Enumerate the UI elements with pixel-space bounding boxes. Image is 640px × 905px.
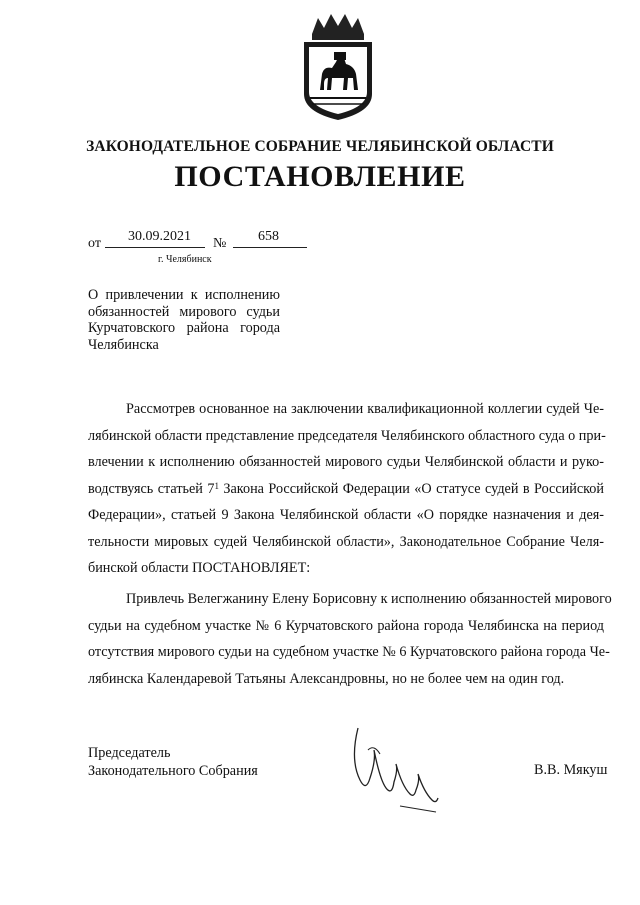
subject-line: Челябинска (88, 336, 159, 353)
organization-title: ЗАКОНОДАТЕЛЬНОЕ СОБРАНИЕ ЧЕЛЯБИНСКОЙ ОБЛАСТИ (86, 138, 554, 155)
paragraph-line: Федерации», статьей 9 Закона Челябинской области «О порядке назначения и дея- (88, 507, 604, 523)
number-underline (233, 247, 307, 248)
city-label: г. Челябинск (158, 254, 212, 265)
date-label: от (88, 236, 101, 251)
subject-line: О привлечении к исполнению (88, 287, 280, 303)
paragraph-line: бинской области ПОСТАНОВЛЯЕТ: (88, 560, 311, 576)
number-label: № (213, 236, 227, 251)
handwritten-signature (340, 720, 450, 820)
paragraph-line (88, 476, 604, 503)
document-subject (88, 287, 280, 353)
subject-line: Курчатовского района города (88, 320, 280, 336)
signatory-name: В.В. Мякуш (534, 762, 608, 778)
superscript: 1 (214, 480, 219, 491)
document-type-heading: ПОСТАНОВЛЕНИЕ (174, 160, 466, 193)
document-date: 30.09.2021 (128, 229, 191, 244)
paragraph-line: лябинской области представление председателя Челябинского областного суда о при- (88, 427, 606, 444)
paragraph-line: судьи на судебном участке № 6 Курчатовского района города Челябинска на период (88, 617, 604, 634)
subject-line: обязанностей мирового судьи (88, 303, 280, 320)
paragraph-line: влечении к исполнению обязанностей мирового судьи Челябинской области и руко- (88, 454, 604, 470)
line-text: Закона Российской Федерации «О статусе судей в Российской (218, 480, 604, 497)
line-text: водствуясь статьей 7 (88, 480, 215, 497)
coat-of-arms-icon (298, 12, 378, 122)
signatory-position (88, 744, 258, 780)
resolution-paragraph (88, 586, 612, 692)
paragraph-line: Рассмотрев основанное на заключении квалификационной коллегии судей Че- (126, 401, 604, 417)
paragraph-line: Привлечь Велегжанину Елену Борисовну к исполнению обязанностей мирового (126, 591, 612, 607)
position-line: Председатель (88, 745, 171, 761)
preamble-paragraph (88, 396, 604, 582)
paragraph-line: тельности мировых судей Челябинской области», Законодательное Собрание Челя- (88, 533, 604, 550)
paragraph-line: лябинска Календаревой Татьяны Александровны, но не более чем на один год. (88, 670, 565, 687)
paragraph-line: отсутствия мирового судьи на судебном участке № 6 Курчатовского района города Че- (88, 644, 610, 660)
position-line: Законодательного Собрания (88, 763, 258, 779)
document-number: 658 (258, 229, 279, 244)
date-underline (105, 247, 205, 248)
